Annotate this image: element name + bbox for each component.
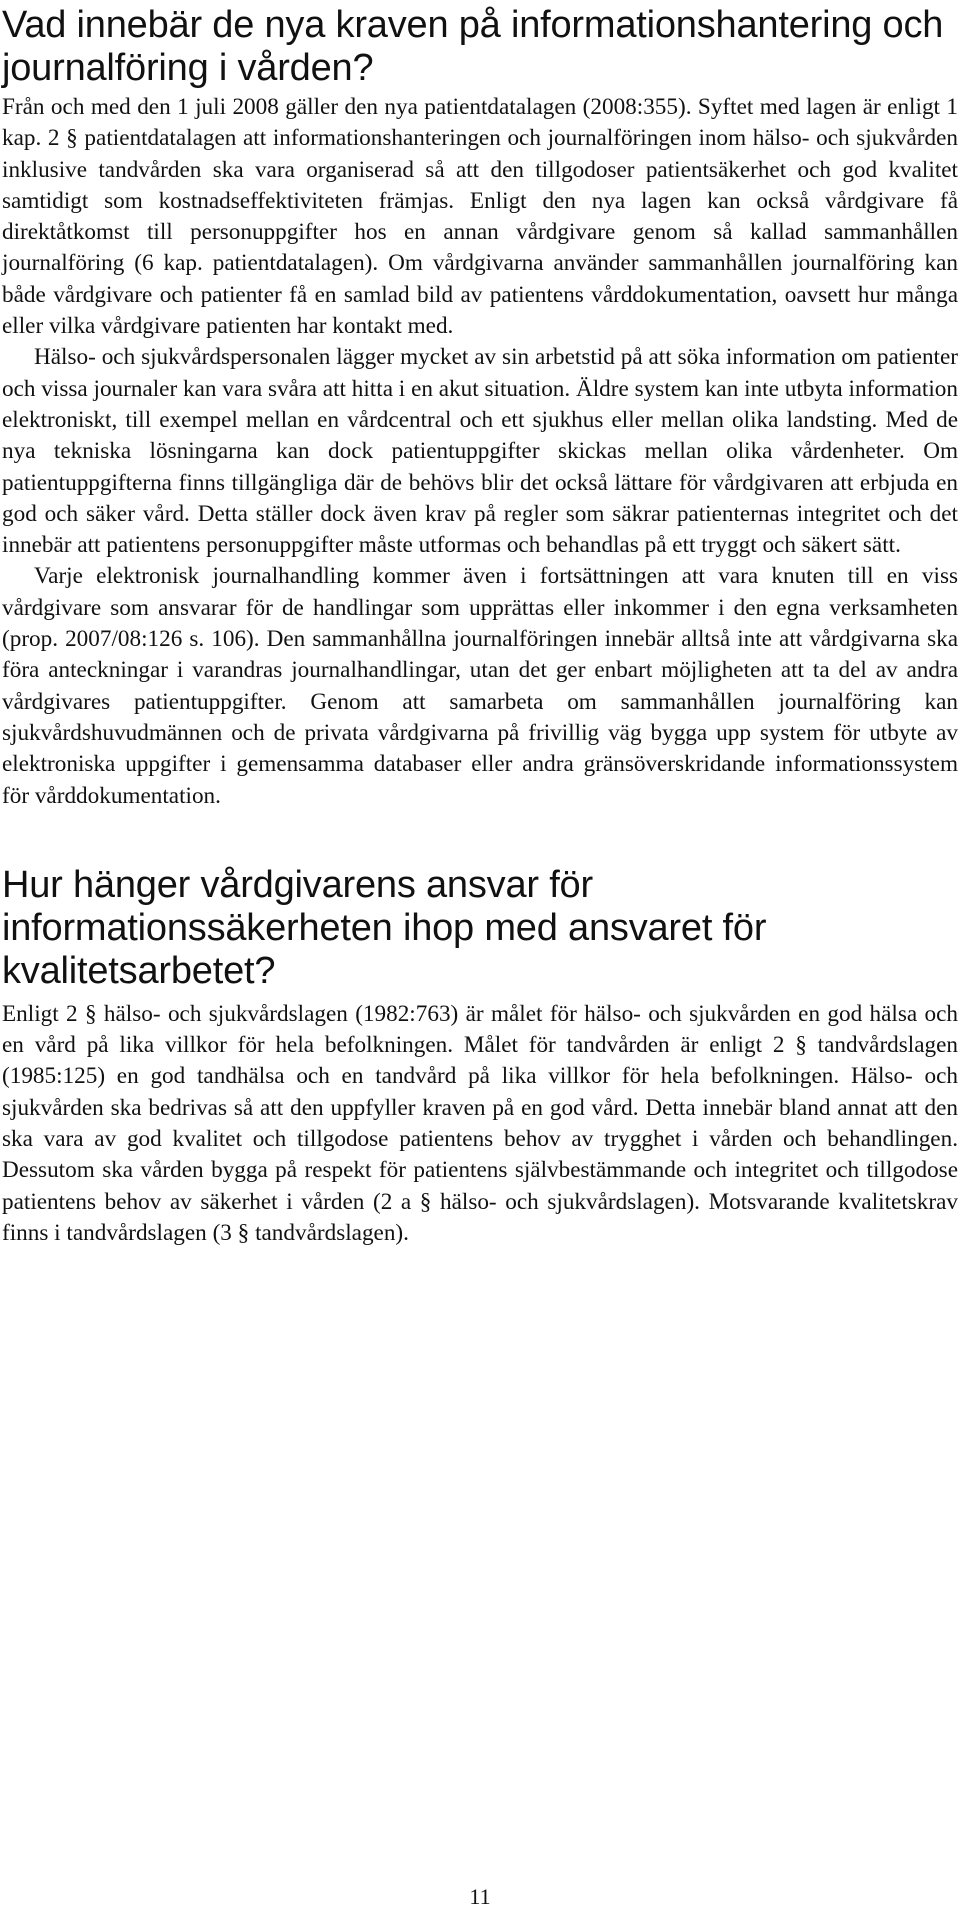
section-heading-informationshantering: Vad innebär de nya kraven på informationshantering och journalföring i vården? [2, 4, 944, 89]
paragraph-journalhandling: Varje elektronisk journalhandling kommer även i fortsättningen att vara knuten till en viss vårdgivare som ansvarar för de handlingar som upprättas eller inkommer i den egna verksamheten (prop. 2007/08:126 s. 106). Den sammanhållna journalföringen innebär alltså inte att vårdgivarna ska föra anteckningar i varandras journalhandlingar, utan det ger enbart möjligheten att ta del av andra vårdgivares patientuppgifter. Genom att samarbeta om sammanhållen journalföring kan sjukvårdshuvudmännen och de privata vårdgivarna på frivillig väg bygga upp system för utbyte av elektroniska uppgifter i gemensamma databaser eller andra gränsöverskridande informationssystem för vårddokumentation. [2, 563, 958, 809]
page-number: 11 [469, 1884, 491, 1909]
paragraph-arbetstid: Hälso- och sjukvårdspersonalen lägger mycket av sin arbetstid på att söka information om patienter och vissa journaler kan vara svåra att hitta i en akut situation. Äldre system kan inte utbyta information elektroniskt, till exempel mellan en vårdcentral och ett sjukhus eller mellan olika landsting. Med de nya tekniska lösningarna kan dock patientuppgifter skickas mellan olika vårdenheter. Om patientuppgifterna finns tillgängliga där de behövs blir det också lättare för vårdgivaren att erbjuda en god och säker vård. Detta ställer dock även krav på regler som säkrar patienternas integritet och det innebär att patientens personuppgifter måste utformas och behandlas på ett tryggt och säkert sätt. [2, 344, 958, 559]
paragraph-patientdatalagen: Från och med den 1 juli 2008 gäller den nya patientdatalagen (2008:355). Syftet med lagen är enligt 1 kap. 2 § patientdatalagen att informationshanteringen och journalföringen inom hälso- och sjukvården inklusive tandvården ska vara organiserad så att den tillgodoser patientsäkerhet och god kvalitet samtidigt som kostnadseffektiviteten främjas. Enligt den nya lagen kan också vårdgivare få direktåtkomst till personuppgifter hos en annan vårdgivare genom så kallad sammanhållen journalföring (6 kap. patientdatalagen). Om vårdgivarna använder sammanhållen journalföring kan både vårdgivare och patienter få en samlad bild av patientens vårddokumentation, oavsett hur många eller vilka vårdgivare patienten har kontakt med. [2, 94, 958, 340]
section-heading-ansvar: Hur hänger vårdgivarens ansvar för informationssäkerheten ihop med ansvaret för kvalitetsarbetet? [2, 863, 767, 992]
paragraph-halso-och-sjukvardslagen: Enligt 2 § hälso- och sjukvårdslagen (1982:763) är målet för hälso- och sjukvården en god hälsa och en vård på lika villkor för hela befolkningen. Målet för tandvården är enligt 2 § tandvårdslagen (1985:125) en god tandhälsa och en tandvård på lika villkor för hela befolkningen. Hälso- och sjukvården ska bedrivas så att den uppfyller kraven på en god vård. Detta innebär bland annat att den ska vara av god kvalitet och tillgodose patientens behov av trygghet i vården och behandlingen. Dessutom ska vården bygga på respekt för patientens självbestämmande och integritet och tillgodose patientens behov av säkerhet i vården (2 a § hälso- och sjukvårdslagen). Motsvarande kvalitetskrav finns i tandvårdslagen (3 § tandvårdslagen). [2, 1000, 958, 1246]
